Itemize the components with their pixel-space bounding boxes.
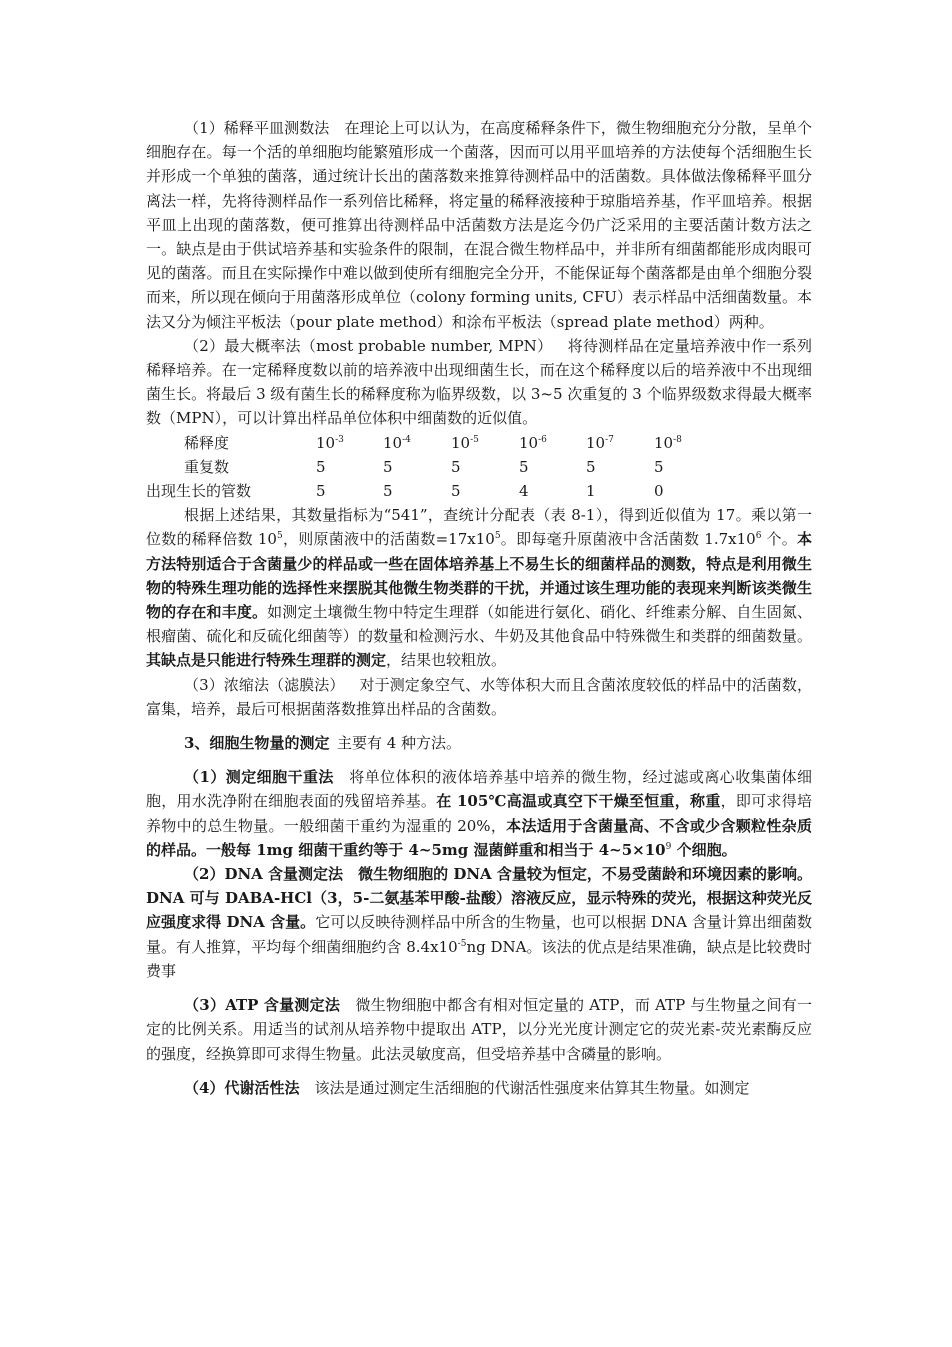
table-cell: $10^{-3}$ — [316, 433, 344, 452]
paragraph-filtration — [146, 673, 812, 721]
table-cell: 5 — [519, 457, 529, 476]
table-cell: 0 — [654, 482, 664, 501]
emphasis-text: 本方法特别适合于含菌量少的样品或一些在固体培养基上不易生长的细菌样品的测数，特点是利用微生物的特殊生理功能的选择性来摆脱其他微生物类群的干扰，并通过该生理功能的表现来判断该类微生物的存在和丰度。 — [146, 530, 812, 622]
paragraph-mpn-result: 根据上述结果，其数量指标为“541”，查统计分配表（表 8-1），得到近似值为 17。乘以第一位数的稀释倍数 $10^5$，则原菌液中的活菌数$=17x10^5$。即每毫升原菌液中含活菌数 $1.7x10^6$ 个。本方法特别适合于含菌量少的样品或一些在固体培养基上不易生长的细菌样品的测数，特点是利用微生物的特殊生理功能的选择性来摆脱其他微生物类群的干扰，并通过该生理功能的表现来判断该类微生物的存在和丰度。如测定土壤微生物中特定生理群（如能进行氨化、硝化、纤维素分解、自生固氮、根瘤菌、硫化和反硫化细菌等）的数量和检测污水、牛奶及其他食品中特殊微生和类群的细菌数量。其缺点是只能进行特殊生理群的测定，结果也较粗放。 — [146, 506, 812, 670]
page-content — [146, 116, 812, 1100]
paragraph-mpn — [146, 334, 812, 431]
paragraph-text: 在理论上可以认为，在高度稀释条件下，微生物细胞充分分散，呈单个细胞存在。每一个活的单细胞均能繁殖形成一个菌落，因而可以用平皿培养的方法使每个活细胞生长并形成一个单独的菌落，通过统计长出的菌落数来推算待测样品中的活菌数。具体做法像稀释平皿分离法一样，先将待测样品作一系列倍比稀释，将定量的稀释液接种于琼脂培养基，作平皿培养。根据平皿上出现的菌落数，便可推算出待测样品中活菌数方法是迄今仍广泛采用的主要活菌计数方法之一。缺点是由于供试培养基和实验条件的限制，在混合微生物样品中，并非所有细菌都能形成肉眼可见的菌落。而且在实际操作中难以做到使所有细胞完全分开，不能保证每个菌落都是由单个细胞分裂而来，所以现在倾向于用菌落形成单位（colony forming units, CFU）表示样品中活细菌数量。本法又分为倾注平板法（pour plate method）和涂布平板法（spread plate method）两种。 — [146, 119, 812, 331]
mpn-table — [146, 431, 812, 504]
table-cell: 5 — [316, 457, 326, 476]
paragraph-metabolic-activity: （4）代谢活性法 该法是通过测定生活细胞的代谢活性强度来估算其生物量。如测定 — [184, 1078, 750, 1097]
method-title-mpn: （2）最大概率法（most probable number, MPN） — [184, 336, 553, 355]
table-cell: 5 — [383, 482, 393, 501]
table-cell: 5 — [654, 457, 664, 476]
table-cell: 1 — [586, 482, 596, 501]
section-title: 3、细胞生物量的测定 — [184, 734, 330, 753]
paragraph-text: 将待测样品在定量培养液中作一系列稀释培养。在一定稀释度数以前的培养液中出现细菌生长，而在这个稀释度以后的培养液中不出现细菌生长。将最后 3 级有菌生长的稀释度称为临界级数，以 3~5 次重复的 3 个临界级数求得最大概率数（MPN），可以计算出样品单位体积中细菌数的近似值。 — [146, 336, 812, 428]
paragraph-dry-weight: （1）测定细胞干重法 将单位体积的液体培养基中培养的微生物，经过滤或离心收集菌体细胞，用水洗净附在细胞表面的残留培养基。在 105℃高温或真空下干燥至恒重，称重，即可求得培养物中的总生物量。一般细菌干重约为湿重的 20%，本法适用于含菌量高、不含或少含颗粒性杂质的样品。一般每 1mg 细菌干重约等于 4~5mg 湿菌鲜重和相当于 $4\sim 5\times 10^9$ 个细胞。 — [146, 768, 812, 859]
table-cell: $10^{-4}$ — [383, 433, 411, 452]
table-cell: 5 — [451, 482, 461, 501]
table-cell: 5 — [316, 482, 326, 501]
table-row-growth — [146, 479, 812, 503]
paragraph-dna-content: （2）DNA 含量测定法 微生物细胞的 DNA 含量较为恒定，不易受菌龄和环境因素的影响。DNA 可与 DABA-HCl（3，5-二氨基苯甲酸-盐酸）溶液反应，显示特殊的荧光，根据这种荧光反应强度求得 DNA 含量。它可以反映待测样品中所含的生物量，也可以根据 DNA 含量计算出细菌数量。有人推算，平均每个细菌细胞约含 $8.4x10^{-5}ng$ DNA。该法的优点是结果准确，缺点是比较费时费事 — [146, 865, 812, 980]
table-cell: 5 — [586, 457, 596, 476]
method-title-metabolic: （4）代谢活性法 — [184, 1078, 300, 1097]
method-title-plate-count: （1）稀释平皿测数法 — [184, 119, 330, 137]
paragraph-plate-count — [146, 116, 812, 334]
emphasis-text: 其缺点是只能进行特殊生理群的测定 — [146, 651, 387, 670]
method-title-filtration: （3）浓缩法（滤膜法） — [184, 675, 345, 694]
row-label: 稀释度 — [184, 433, 230, 452]
method-title-atp: （3）ATP 含量测定法 — [184, 996, 341, 1015]
paragraph-text: 对于测定象空气、水等体积大而且含菌浓度较低的样品中的活菌数，富集，培养，最后可根据菌落数推算出样品的含菌数。 — [146, 675, 812, 718]
table-cell: 5 — [383, 457, 393, 476]
table-cell: $10^{-7}$ — [586, 433, 614, 452]
method-title-dna: （2）DNA 含量测定法 — [184, 865, 344, 884]
table-cell: 5 — [451, 457, 461, 476]
table-cell: $10^{-8}$ — [654, 433, 682, 452]
section-heading-biomass: 3、细胞生物量的测定 主要有 4 种方法。 — [184, 734, 462, 753]
table-cell: 4 — [519, 482, 529, 501]
table-cell: $10^{-6}$ — [519, 433, 547, 452]
row-label: 重复数 — [184, 457, 230, 476]
table-row-repeats — [146, 455, 812, 479]
row-label: 出现生长的管数 — [146, 482, 252, 501]
paragraph-atp-content: （3）ATP 含量测定法 微生物细胞中都含有相对恒定量的 ATP，而 ATP 与生物量之间有一定的比例关系。用适当的试剂从培养物中提取出 ATP，以分光光度计测定它的荧光素-荧光素酶反应的强度，经换算即可求得生物量。此法灵敏度高，但受培养基中含磷量的影响。 — [146, 996, 812, 1063]
table-row-dilution — [146, 431, 812, 455]
table-cell: $10^{-5}$ — [451, 433, 479, 452]
method-title-dry-weight: （1）测定细胞干重法 — [184, 768, 334, 787]
